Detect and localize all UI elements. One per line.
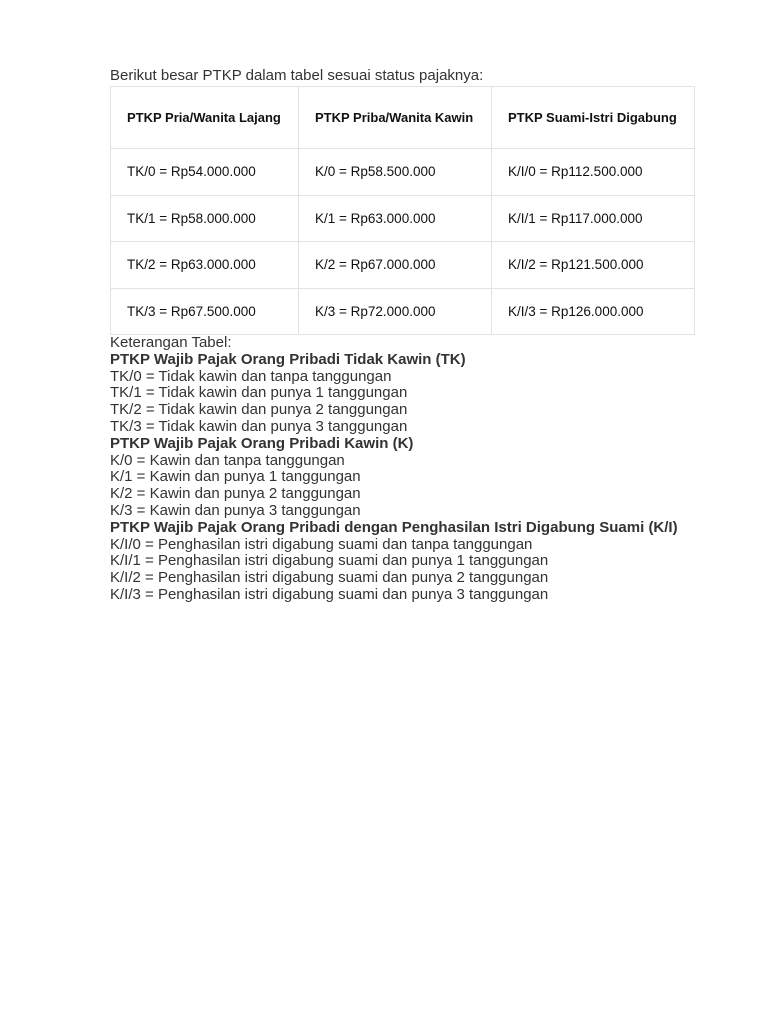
table-cell: TK/3 = Rp67.500.000 — [111, 288, 299, 335]
legend-item: TK/2 = Tidak kawin dan punya 2 tanggungan — [110, 401, 408, 419]
legend-item: K/2 = Kawin dan punya 2 tanggungan — [110, 485, 361, 503]
legend-item: TK/3 = Tidak kawin dan punya 3 tanggungan — [110, 417, 408, 435]
table-cell: K/I/2 = Rp121.500.000 — [492, 242, 695, 289]
table-header-cell: PTKP Suami-Istri Digabung — [492, 87, 695, 149]
table-cell: TK/2 = Rp63.000.000 — [111, 242, 299, 289]
document-page — [110, 67, 694, 604]
table-cell: K/I/0 = Rp112.500.000 — [492, 149, 695, 196]
table-legend — [110, 335, 694, 604]
legend-heading-ki: PTKP Wajib Pajak Orang Pribadi dengan Penghasilan Istri Digabung Suami (K/I) — [110, 518, 678, 536]
legend-title: Keterangan Tabel: — [110, 334, 232, 351]
table-cell: K/3 = Rp72.000.000 — [299, 288, 492, 335]
table-cell: K/I/3 = Rp126.000.000 — [492, 288, 695, 335]
table-cell: K/2 = Rp67.000.000 — [299, 242, 492, 289]
table-header-row — [111, 87, 695, 149]
table-row — [111, 242, 695, 289]
legend-item: K/I/2 = Penghasilan istri digabung suami dan punya 2 tanggungan — [110, 569, 549, 587]
legend-item: K/I/3 = Penghasilan istri digabung suami dan punya 3 tanggungan — [110, 585, 549, 603]
legend-item: TK/0 = Tidak kawin dan tanpa tanggungan — [110, 367, 392, 385]
legend-item: TK/1 = Tidak kawin dan punya 1 tanggungan — [110, 384, 408, 402]
legend-heading-k: PTKP Wajib Pajak Orang Pribadi Kawin (K) — [110, 434, 414, 452]
table-cell: K/0 = Rp58.500.000 — [299, 149, 492, 196]
legend-item: K/0 = Kawin dan tanpa tanggungan — [110, 451, 345, 469]
table-row — [111, 195, 695, 242]
table-cell: TK/1 = Rp58.000.000 — [111, 195, 299, 242]
table-cell: K/I/1 = Rp117.000.000 — [492, 195, 695, 242]
legend-heading-tk: PTKP Wajib Pajak Orang Pribadi Tidak Kawin (TK) — [110, 350, 466, 368]
ptkp-table — [110, 86, 695, 335]
table-header-cell: PTKP Priba/Wanita Kawin — [299, 87, 492, 149]
table-row — [111, 288, 695, 335]
table-cell: TK/0 = Rp54.000.000 — [111, 149, 299, 196]
legend-item: K/I/0 = Penghasilan istri digabung suami dan tanpa tanggungan — [110, 535, 533, 553]
table-header-cell: PTKP Pria/Wanita Lajang — [111, 87, 299, 149]
table-cell: K/1 = Rp63.000.000 — [299, 195, 492, 242]
table-row — [111, 149, 695, 196]
legend-item: K/3 = Kawin dan punya 3 tanggungan — [110, 501, 361, 519]
intro-text: Berikut besar PTKP dalam tabel sesuai status pajaknya: — [110, 67, 484, 84]
legend-item: K/1 = Kawin dan punya 1 tanggungan — [110, 468, 361, 486]
legend-item: K/I/1 = Penghasilan istri digabung suami dan punya 1 tanggungan — [110, 552, 549, 570]
